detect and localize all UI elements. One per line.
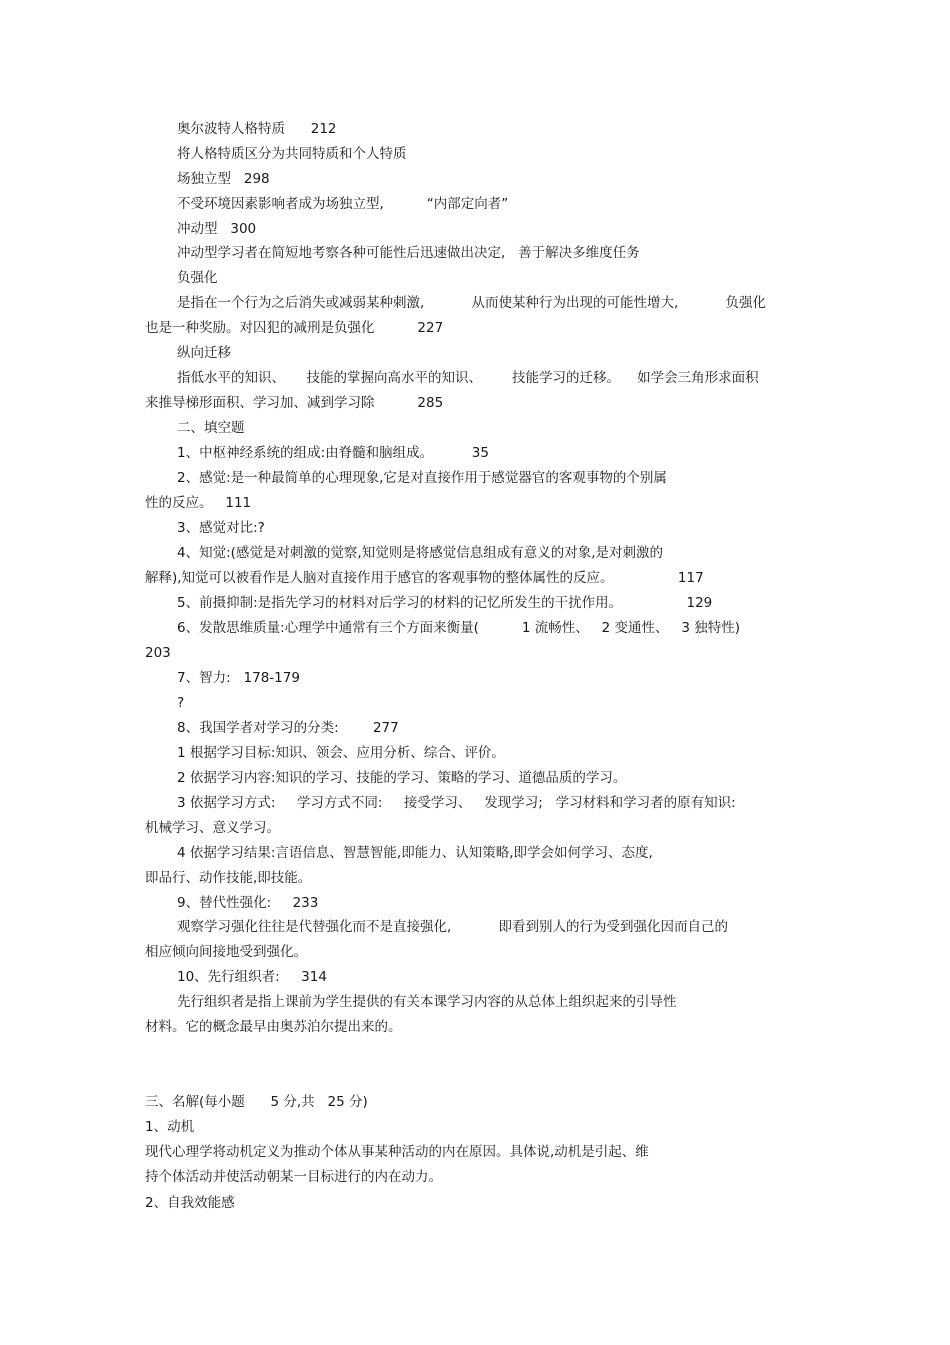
text-line: 奥尔波特人格特质 212 — [177, 121, 337, 137]
section-heading: 二、填空题 — [177, 420, 245, 436]
text-line: 冲动型学习者在简短地考察各种可能性后迅速做出决定, 善于解决多维度任务 — [177, 245, 640, 261]
text-line: 负强化 — [177, 270, 218, 286]
text-line: 机械学习、意义学习。 — [145, 820, 280, 836]
text-line: 1、中枢神经系统的组成:由脊髓和脑组成。 35 — [177, 445, 489, 461]
text-line: 观察学习强化往往是代替强化而不是直接强化, 即看到别人的行为受到强化因而自己的 — [177, 919, 728, 935]
text-line: 现代心理学将动机定义为推动个体从事某种活动的内在原因。具体说,动机是引起、维 — [145, 1144, 649, 1160]
text-line: 7、智力: 178-179 — [177, 670, 300, 686]
text-line: 2、自我效能感 — [145, 1195, 235, 1211]
text-line: 10、先行组织者: 314 — [177, 969, 327, 985]
text-line: ? — [177, 695, 185, 711]
text-line: 纵向迁移 — [177, 345, 231, 361]
text-line: 来推导梯形面积、学习加、减到学习除 285 — [145, 395, 444, 411]
text-line: 性的反应。 111 — [145, 495, 252, 511]
text-line: 1、动机 — [145, 1119, 195, 1135]
text-line: 3 依据学习方式: 学习方式不同: 接受学习、 发现学习; 学习材料和学习者的原有知识: — [177, 795, 736, 811]
text-line: 2、感觉:是一种最简单的心理现象,它是对直接作用于感觉器官的客观事物的个别属 — [177, 470, 667, 486]
text-line: 解释),知觉可以被看作是人脑对直接作用于感官的客观事物的整体属性的反应。 117 — [145, 570, 704, 586]
text-line: 冲动型 300 — [177, 221, 257, 237]
text-line: 持个体活动并使活动朝某一目标进行的内在动力。 — [145, 1169, 442, 1185]
text-line: 场独立型 298 — [177, 171, 270, 187]
text-line: 3、感觉对比:? — [177, 520, 265, 536]
text-line: 2 依据学习内容:知识的学习、技能的学习、策略的学习、道德品质的学习。 — [177, 770, 627, 786]
text-line: 相应倾向间接地受到强化。 — [145, 944, 307, 960]
text-line: 4、知觉:(感觉是对刺激的觉察,知觉则是将感觉信息组成有意义的对象,是对刺激的 — [177, 545, 663, 561]
text-line: 5、前摄抑制:是指先学习的材料对后学习的材料的记忆所发生的干扰作用。 129 — [177, 595, 713, 611]
text-line: 先行组织者是指上课前为学生提供的有关本课学习内容的从总体上组织起来的引导性 — [177, 994, 677, 1010]
text-line: 即品行、动作技能,即技能。 — [145, 870, 312, 886]
text-line: 材料。它的概念最早由奥苏泊尔提出来的。 — [145, 1019, 402, 1035]
text-line: 将人格特质区分为共同特质和个人特质 — [177, 146, 407, 162]
text-line: 1 根据学习目标:知识、领会、应用分析、综合、评价。 — [177, 745, 505, 761]
text-line: 指低水平的知识、 技能的掌握向高水平的知识、 技能学习的迁移。 如学会三角形求面积 — [177, 370, 759, 386]
text-line: 8、我国学者对学习的分类: 277 — [177, 720, 399, 736]
text-line: 也是一种奖励。对囚犯的减刑是负强化 227 — [145, 320, 444, 336]
text-line: 6、发散思维质量:心理学中通常有三个方面来衡量( 1 流畅性、 2 变通性、 3 独特性) — [177, 620, 740, 636]
section-heading: 三、名解(每小题 5 分,共 25 分) — [145, 1094, 368, 1110]
text-line: 203 — [145, 645, 171, 661]
text-line: 4 依据学习结果:言语信息、智慧智能,即能力、认知策略,即学会如何学习、态度, — [177, 845, 653, 861]
text-line: 不受环境因素影响者成为场独立型, “内部定向者” — [177, 196, 509, 212]
text-line: 9、替代性强化: 233 — [177, 895, 319, 911]
text-line: 是指在一个行为之后消失或减弱某种刺激, 从而使某种行为出现的可能性增大, 负强化 — [177, 295, 766, 311]
